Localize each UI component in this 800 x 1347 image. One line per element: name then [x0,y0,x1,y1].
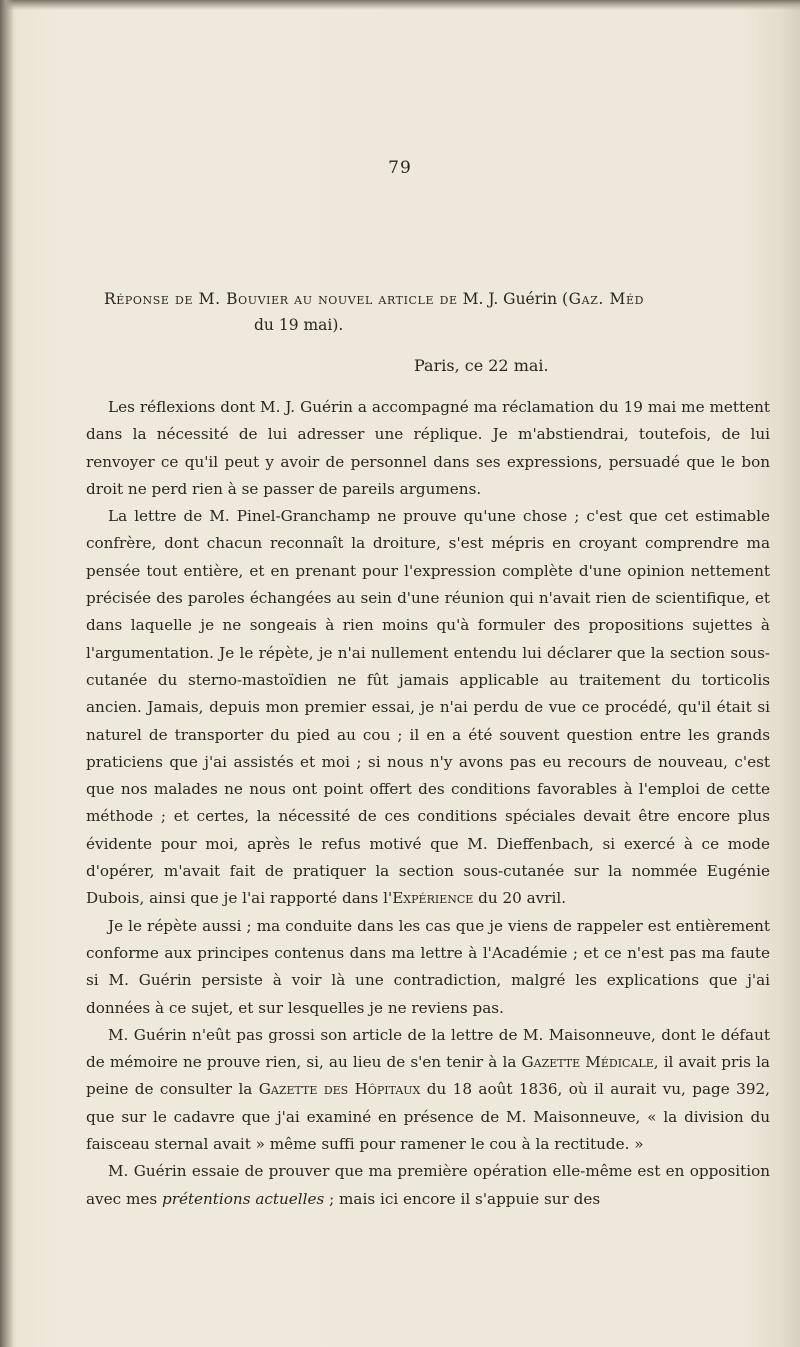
paragraph-4-b: , il avait pris la peine de consulter la [86,1053,770,1099]
paragraph-4-a: M. Guérin n'eût pas grossi son article de la lettre de M. Maisonneuve, dont le défaut de mémoire ne prouve rien, si, au lieu de s'en tenir à la [86,1025,770,1072]
journal-name-gazette-hopitaux: Gazette des Hôpitaux [258,1080,421,1099]
paragraph-1: Les réflexions dont M. J. Guérin a accompagné ma réclamation du 19 mai me mettent dans la nécessité de lui adresser une réplique. Je m'abstiendrai, toutefois, de lui renvoyer ce qu'il peut y avoir de personnel dans ses expressions, persuadé que le bon droit ne perd rien à se passer de pareils argumens. [86,398,770,498]
paragraph-2-text: La lettre de M. Pinel-Granchamp ne prouve qu'une chose ; c'est que cet estimable confrère, dont chacun reconnaît la droiture, s'est mépris en croyant comprendre ma pensée tout entière, et en prenant pour l'expression complète d'une opinion nettement précisée des paroles échangées au sein d'une réunion qui n'avait rien de scientifique, et dans laquelle je ne songeais à rien moins qu'à formuler des propositions sujettes à l'argumentation. Je le répète, je n'ai nullement entendu lui déclarer que la section sous-cutanée du sterno-mastoïdien ne fût jamais applicable au traitement du torticolis ancien. Jamais, depuis mon premier essai, je n'ai perdu de vue ce procédé, qu'il était si naturel de transporter du pied au cou ; il en a été souvent question entre les grands praticiens que j'ai assistés et moi ; si nous n'y avons pas eu recours de nouveau, c'est que nos malades ne nous ont point offert des conditions favorables à l'emploi de cette méthode ; et certes, la nécessité de ces conditions spéciales devait être encore plus évidente pour moi, après le refus motivé que M. Dieffenbach, si exercé à ce mode d'opérer, m'avait fait de pratiquer la section sous-cutanée sur la nommée Eugénie Dubois, ainsi que je l'ai rapporté dans l' [86,507,770,908]
paragraph-2 [86,503,770,912]
heading-author: M. J. Guérin [462,290,558,308]
page-binding-edge [0,0,14,1347]
paragraph-4 [86,1022,770,1158]
paragraph-5-b: ; mais ici encore il s'appuie sur des [324,1189,601,1208]
heading-date: du 19 mai). [254,316,344,334]
page-number: 79 [388,158,412,178]
paragraph-2-end: du 20 avril. [473,889,567,908]
heading-prefix: Réponse de M. Bouvier au nouvel article de [104,290,458,308]
page-top-edge [0,0,800,10]
paragraph-5-italic: prétentions actuelles [161,1189,325,1208]
paragraph-5-a: M. Guérin essaie de prouver que ma première opération elle-même est en opposition avec mes [86,1162,770,1208]
article-body [86,394,770,1213]
journal-name-gazette-medicale: Gazette Médicale [521,1053,654,1072]
article-heading [104,286,764,338]
paragraph-5 [86,1158,770,1213]
paragraph-4-c: du 18 août 1836, où il aurait vu, page 392, que sur le cadavre que j'ai examiné en présence de M. Maisonneuve, « la division du faisceau sternal avait » même suffi pour ramener le cou à la rectitude. » [86,1080,770,1154]
dateline: Paris, ce 22 mai. [414,356,549,375]
journal-name-experience: Expérience [392,889,474,908]
heading-source: (Gaz. Méd [562,290,645,308]
paragraph-3: Je le répète aussi ; ma conduite dans les cas que je viens de rappeler est entièrement conforme aux principes contenus dans ma lettre à l'Académie ; et ce n'est pas ma faute si M. Guérin persiste à voir là une contradiction, malgré les explications que j'ai données à ce sujet, et sur lesquelles je ne reviens pas. [86,916,770,1017]
